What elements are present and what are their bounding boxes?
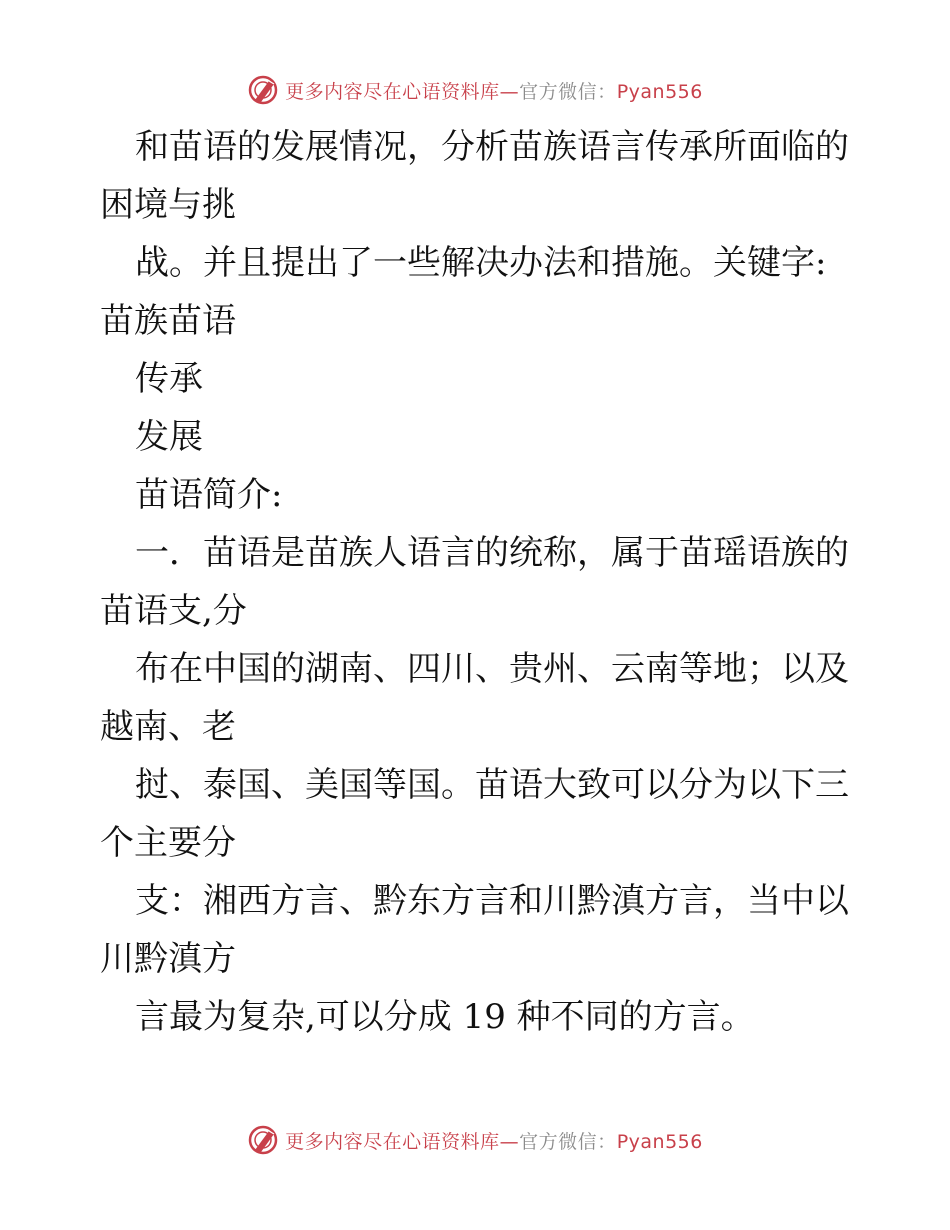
text-line: 挝、泰国、美国等国。苗语大致可以分为以下三 [135,765,849,805]
watermark-wechat-id: Pyan556 [616,80,703,103]
text-line: 和苗语的发展情况，分析苗族语言传承所面临的 [135,127,849,167]
watermark-wechat-label: 官方微信： [519,80,617,103]
text-line: 个主要分 [100,823,236,863]
text-line: 发展 [135,417,203,457]
text-line: 川黔滇方 [100,939,236,979]
watermark-brand: 更多内容尽在心语资料库 [285,80,500,103]
watermark-wechat-label: 官方微信： [519,1130,617,1153]
watermark-wechat-id: Pyan556 [616,1130,703,1153]
footer-watermark [0,1120,950,1160]
text-line: 越南、老 [100,707,236,747]
text-line: 布在中国的湖南、四川、贵州、云南等地；以及 [135,649,849,689]
text-line: 苗语支,分 [100,591,247,631]
watermark-brand: 更多内容尽在心语资料库 [285,1130,500,1153]
document-body [100,118,860,1046]
text-line: 支：湘西方言、黔东方言和川黔滇方言，当中以 [135,881,849,921]
watermark-text [285,1127,703,1154]
text-line: 困境与挑 [100,185,236,225]
text-line: 一．苗语是苗族人语言的统称，属于苗瑶语族的 [135,533,849,573]
pen-logo-icon [247,1123,281,1157]
watermark-separator: — [499,1130,520,1153]
text-line: 苗族苗语 [100,301,236,341]
text-line: 苗语简介: [135,475,283,515]
text-line: 战。并且提出了一些解决办法和措施。关键字: [135,243,827,283]
pen-logo-icon [247,73,281,107]
watermark-text [285,77,703,104]
watermark-separator: — [499,80,520,103]
text-line: 言最为复杂,可以分成 19 种不同的方言。 [135,997,755,1037]
header-watermark [0,70,950,110]
text-line: 传承 [135,359,203,399]
